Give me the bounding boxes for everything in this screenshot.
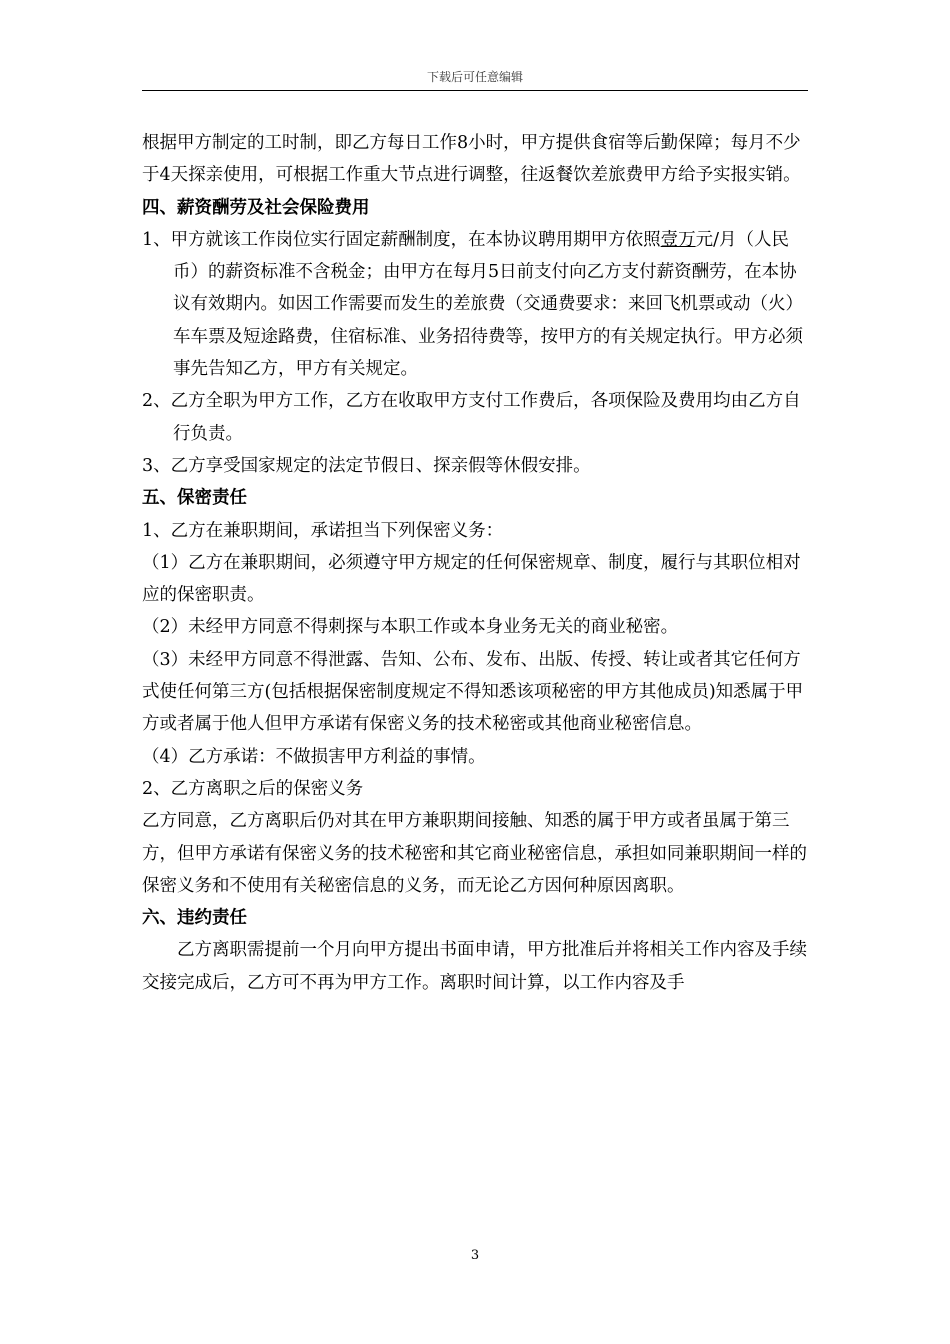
header-rule	[142, 90, 808, 91]
section-6-title: 六、违约责任	[142, 908, 247, 929]
section-4-item-1	[142, 224, 810, 385]
section-6-body: 乙方离职需提前一个月向甲方提出书面申请，甲方批准后并将相关工作内容及手续交接完成后，乙方可不再为甲方工作。离职时间计算，以工作内容及手	[142, 940, 807, 993]
intro-paragraph: 根据甲方制定的工时制，即乙方每日工作8小时，甲方提供食宿等后勤保障；每月不少于4天探亲使用，可根据工作重大节点进行调整，往返餐饮差旅费甲方给予实报实销。	[142, 133, 801, 186]
section-5-item-1-4: （4）乙方承诺：不做损害甲方利益的事情。	[142, 746, 486, 767]
section-5-item-1-3: （3）未经甲方同意不得泄露、告知、公布、发布、出版、传授、转让或者其它任何方式使任何第三方(包括根据保密制度规定不得知悉该项秘密的甲方其他成员)知悉属于甲方或者属于他人但甲方承诺有保密义务的技术秘密或其他商业秘密信息。	[142, 649, 804, 735]
section-4-item-2: 2、乙方全职为甲方工作，乙方在收取甲方支付工作费后，各项保险及费用均由乙方自行负责。	[142, 391, 801, 444]
section-4-title: 四、薪资酬劳及社会保险费用	[142, 197, 370, 218]
section-4-item-3: 3、乙方享受国家规定的法定节假日、探亲假等休假安排。	[142, 455, 591, 476]
page-header: 下载后可任意编辑	[426, 70, 523, 84]
section-5-item-2: 2、乙方离职之后的保密义务	[142, 778, 364, 799]
section-5-item-1-1: （1）乙方在兼职期间，必须遵守甲方规定的任何保密规章、制度，履行与其职位相对应的保密职责。	[142, 552, 801, 606]
section-4-item-1-post: 元/月（人民币）的薪资标准不含税金；由甲方在每月5日前支付向乙方支付薪资酬劳，在本协议有效期内。如因工作需要而发生的差旅费（交通费要求：来回飞机票或动（火）车车票及短途路费，住宿标准、业务招待费等，按甲方的有关规定执行。甲方必须事先告知乙方，甲方有关规定。	[173, 229, 803, 380]
document-body	[142, 127, 810, 999]
section-5-item-1: 1、乙方在兼职期间，承诺担当下列保密义务：	[142, 520, 504, 541]
page-number: 3	[470, 1248, 480, 1263]
section-5-title: 五、保密责任	[142, 488, 247, 509]
section-5-item-2-body: 乙方同意，乙方离职后仍对其在甲方兼职期间接触、知悉的属于甲方或者虽属于第三方，但甲方承诺有保密义务的技术秘密和其它商业秘密信息，承担如同兼职期间一样的保密义务和不使用有关秘密信息的义务，而无论乙方因何种原因离职。	[142, 811, 807, 896]
section-4-item-1-pre: 1、甲方就该工作岗位实行固定薪酬制度，在本协议聘用期甲方依照	[142, 229, 661, 250]
section-5-item-1-2: （2）未经甲方同意不得刺探与本职工作或本身业务无关的商业秘密。	[142, 617, 679, 638]
salary-amount: 壹万	[660, 229, 696, 250]
